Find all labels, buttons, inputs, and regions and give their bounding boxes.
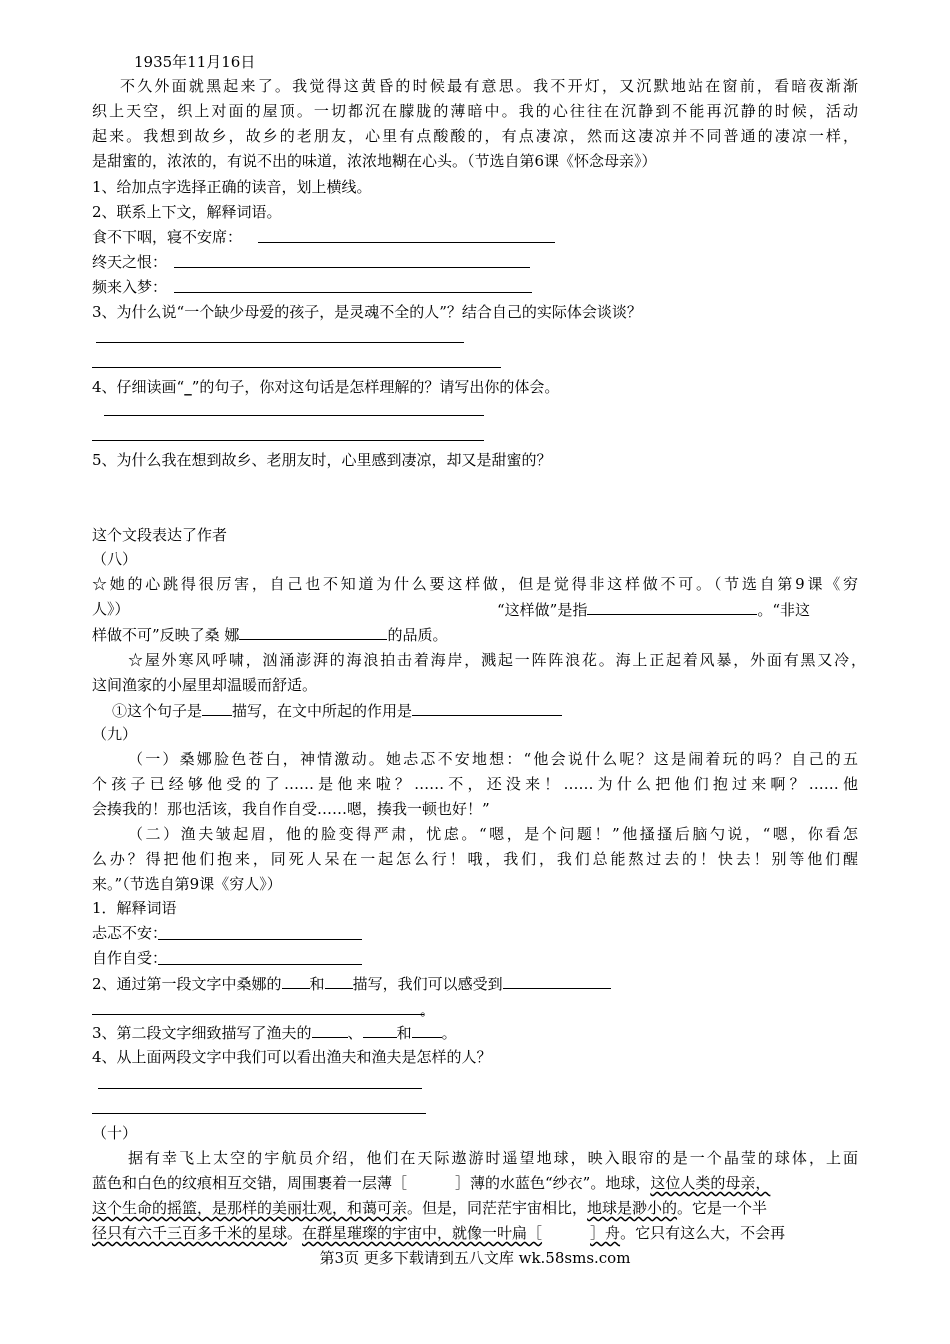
passage-line: 不久外面就黑起来了。我觉得这黄昏的时候最有意思。我不开灯，又沉默地站在窗前，看暗夜渐渐 (120, 77, 858, 95)
fill-question: ①这个句子是 描写，在文中所起的作用是 (112, 700, 562, 721)
answer-blank[interactable] (239, 624, 387, 640)
question-2: 2、通过第一段文字中桑娜的 和 描写，我们可以感受到 (92, 973, 611, 994)
passage-line: 么办？得把他们抱来，同死人呆在一起怎么行！哦，我们，我们总能熬过去的！快去！别等他们醒 (92, 850, 858, 868)
passage-line: （二）渔夫皱起眉，他的脸变得严肃，忧虑。“嗯，是个问题！”他搔搔后脑勺说，“嗯，你看怎 (128, 825, 858, 843)
answer-line[interactable] (96, 342, 464, 343)
question-5: 5、为什么我在想到故乡、老朋友时，心里感到凄凉，却又是甜蜜的？ (92, 451, 552, 469)
summary-line: 这个文段表达了作者 (92, 526, 228, 544)
answer-line[interactable] (92, 1014, 424, 1015)
fill-question: 样做不可”反映了桑 娜 的品质。 (92, 626, 448, 644)
answer-line[interactable] (92, 440, 484, 441)
passage-line: ☆她的心跳得很厉害，自己也不知道为什么要这样做，但是觉得非这样做不可。（节选自第9课《穷 (92, 575, 858, 593)
period: 。 (420, 1001, 436, 1019)
answer-line[interactable] (92, 367, 501, 368)
section-heading: （九） (92, 725, 138, 743)
answer-line[interactable] (92, 1113, 426, 1114)
passage-line: 这间渔家的小屋里却温暖而舒适。 (92, 676, 318, 694)
passage-line: 这个生命的摇篮，是那样的美丽壮观，和蔼可亲。但是，同茫茫宇宙相比，地球是渺小的。它是一个半 (92, 1199, 768, 1217)
answer-blank[interactable] (312, 1022, 348, 1038)
answer-blank[interactable] (325, 973, 353, 989)
answer-blank[interactable] (282, 973, 310, 989)
answer-blank[interactable] (412, 700, 562, 716)
passage-line: 据有幸飞上太空的宇航员介绍，他们在天际遨游时遥望地球，映入眼帘的是一个晶莹的球体，上面 (128, 1149, 858, 1167)
term-label: 频来入梦： (92, 278, 168, 296)
passage-line: 起来。我想到故乡，故乡的老朋友，心里有点酸酸的，有点凄凉，然而这凄凉并不同普通的凄凉一样， (92, 127, 858, 145)
term-label: 忐忑不安： (92, 924, 168, 942)
question-1: 1、给加点字选择正确的读音，划上横线。 (92, 178, 372, 196)
passage-line: 来。”（节选自第9课《穷人》） (92, 875, 282, 893)
passage-line: 径只有六千三百多千米的星球。在群星璀璨的宇宙中，就像一叶扁［ ］舟。它只有这么大，不会再 (92, 1224, 786, 1242)
passage-line: 织上天空，织上对面的屋顶。一切都沉在朦胧的薄暗中。我的心往往在沉静到不能再沉静的时候，活动 (92, 102, 858, 120)
answer-line[interactable] (158, 939, 362, 940)
question-4: 4、从上面两段文字中我们可以看出渔夫和渔夫是怎样的人？ (92, 1048, 492, 1066)
answer-line[interactable] (158, 964, 362, 965)
section-heading: （十） (92, 1124, 138, 1142)
passage-line: 蓝色和白色的纹痕相互交错，周围裹着一层薄［ ］薄的水蓝色“纱衣”。地球，这位人类的母亲， (92, 1174, 771, 1192)
question-1: 1．解释词语 (92, 899, 177, 917)
term-label: 食不下咽，寝不安席： (92, 228, 243, 246)
answer-line[interactable] (104, 415, 484, 416)
answer-line[interactable] (174, 292, 532, 293)
page-footer: 第3页 更多下载请到五八文库 wk.58sms.com (319, 1249, 631, 1267)
passage-date: 1935年11月16日 (134, 53, 256, 71)
answer-blank[interactable] (587, 599, 757, 615)
passage-line: 会揍我的！那也活该，我自作自受……嗯，揍我一顿也好！” (92, 800, 490, 818)
question-2: 2、联系上下文，解释词语。 (92, 203, 282, 221)
fill-question: “这样做”是指 。“非这 (497, 601, 811, 619)
question-3: 3、第二段文字细致描写了渔夫的 、 和 。 (92, 1024, 457, 1042)
passage-line: ☆屋外寒风呼啸，汹涌澎湃的海浪拍击着海岸，溅起一阵阵浪花。海上正起着风暴，外面有黑又冷， (128, 651, 866, 669)
answer-line[interactable] (258, 242, 555, 243)
answer-blank[interactable] (503, 973, 611, 989)
term-label: 自作自受： (92, 949, 168, 967)
question-4: 4、仔细读画“_”的句子，你对这句话是怎样理解的？请写出你的体会。 (92, 378, 560, 396)
question-3: 3、为什么说“一个缺少母爱的孩子，是灵魂不全的人”？结合自己的实际体会谈谈？ (92, 303, 642, 321)
answer-blank[interactable] (363, 1022, 397, 1038)
answer-blank[interactable] (412, 1022, 442, 1038)
answer-line[interactable] (98, 1088, 422, 1089)
answer-blank[interactable] (202, 700, 232, 716)
passage-line: 个孩子已经够他受的了……是他来啦？……不，还没来！……为什么把他们抱过来啊？……他 (92, 775, 858, 793)
section-heading: （八） (92, 550, 138, 568)
passage-line: （一）桑娜脸色苍白，神情激动。她忐忑不安地想：“他会说什么呢？这是闹着玩的吗？自己的五 (128, 750, 858, 768)
passage-line: 人》） (92, 600, 130, 618)
answer-line[interactable] (174, 267, 530, 268)
passage-line: 是甜蜜的，浓浓的，有说不出的味道，浓浓地糊在心头。（节选自第6课《怀念母亲》） (92, 152, 657, 170)
term-label: 终天之恨： (92, 253, 168, 271)
